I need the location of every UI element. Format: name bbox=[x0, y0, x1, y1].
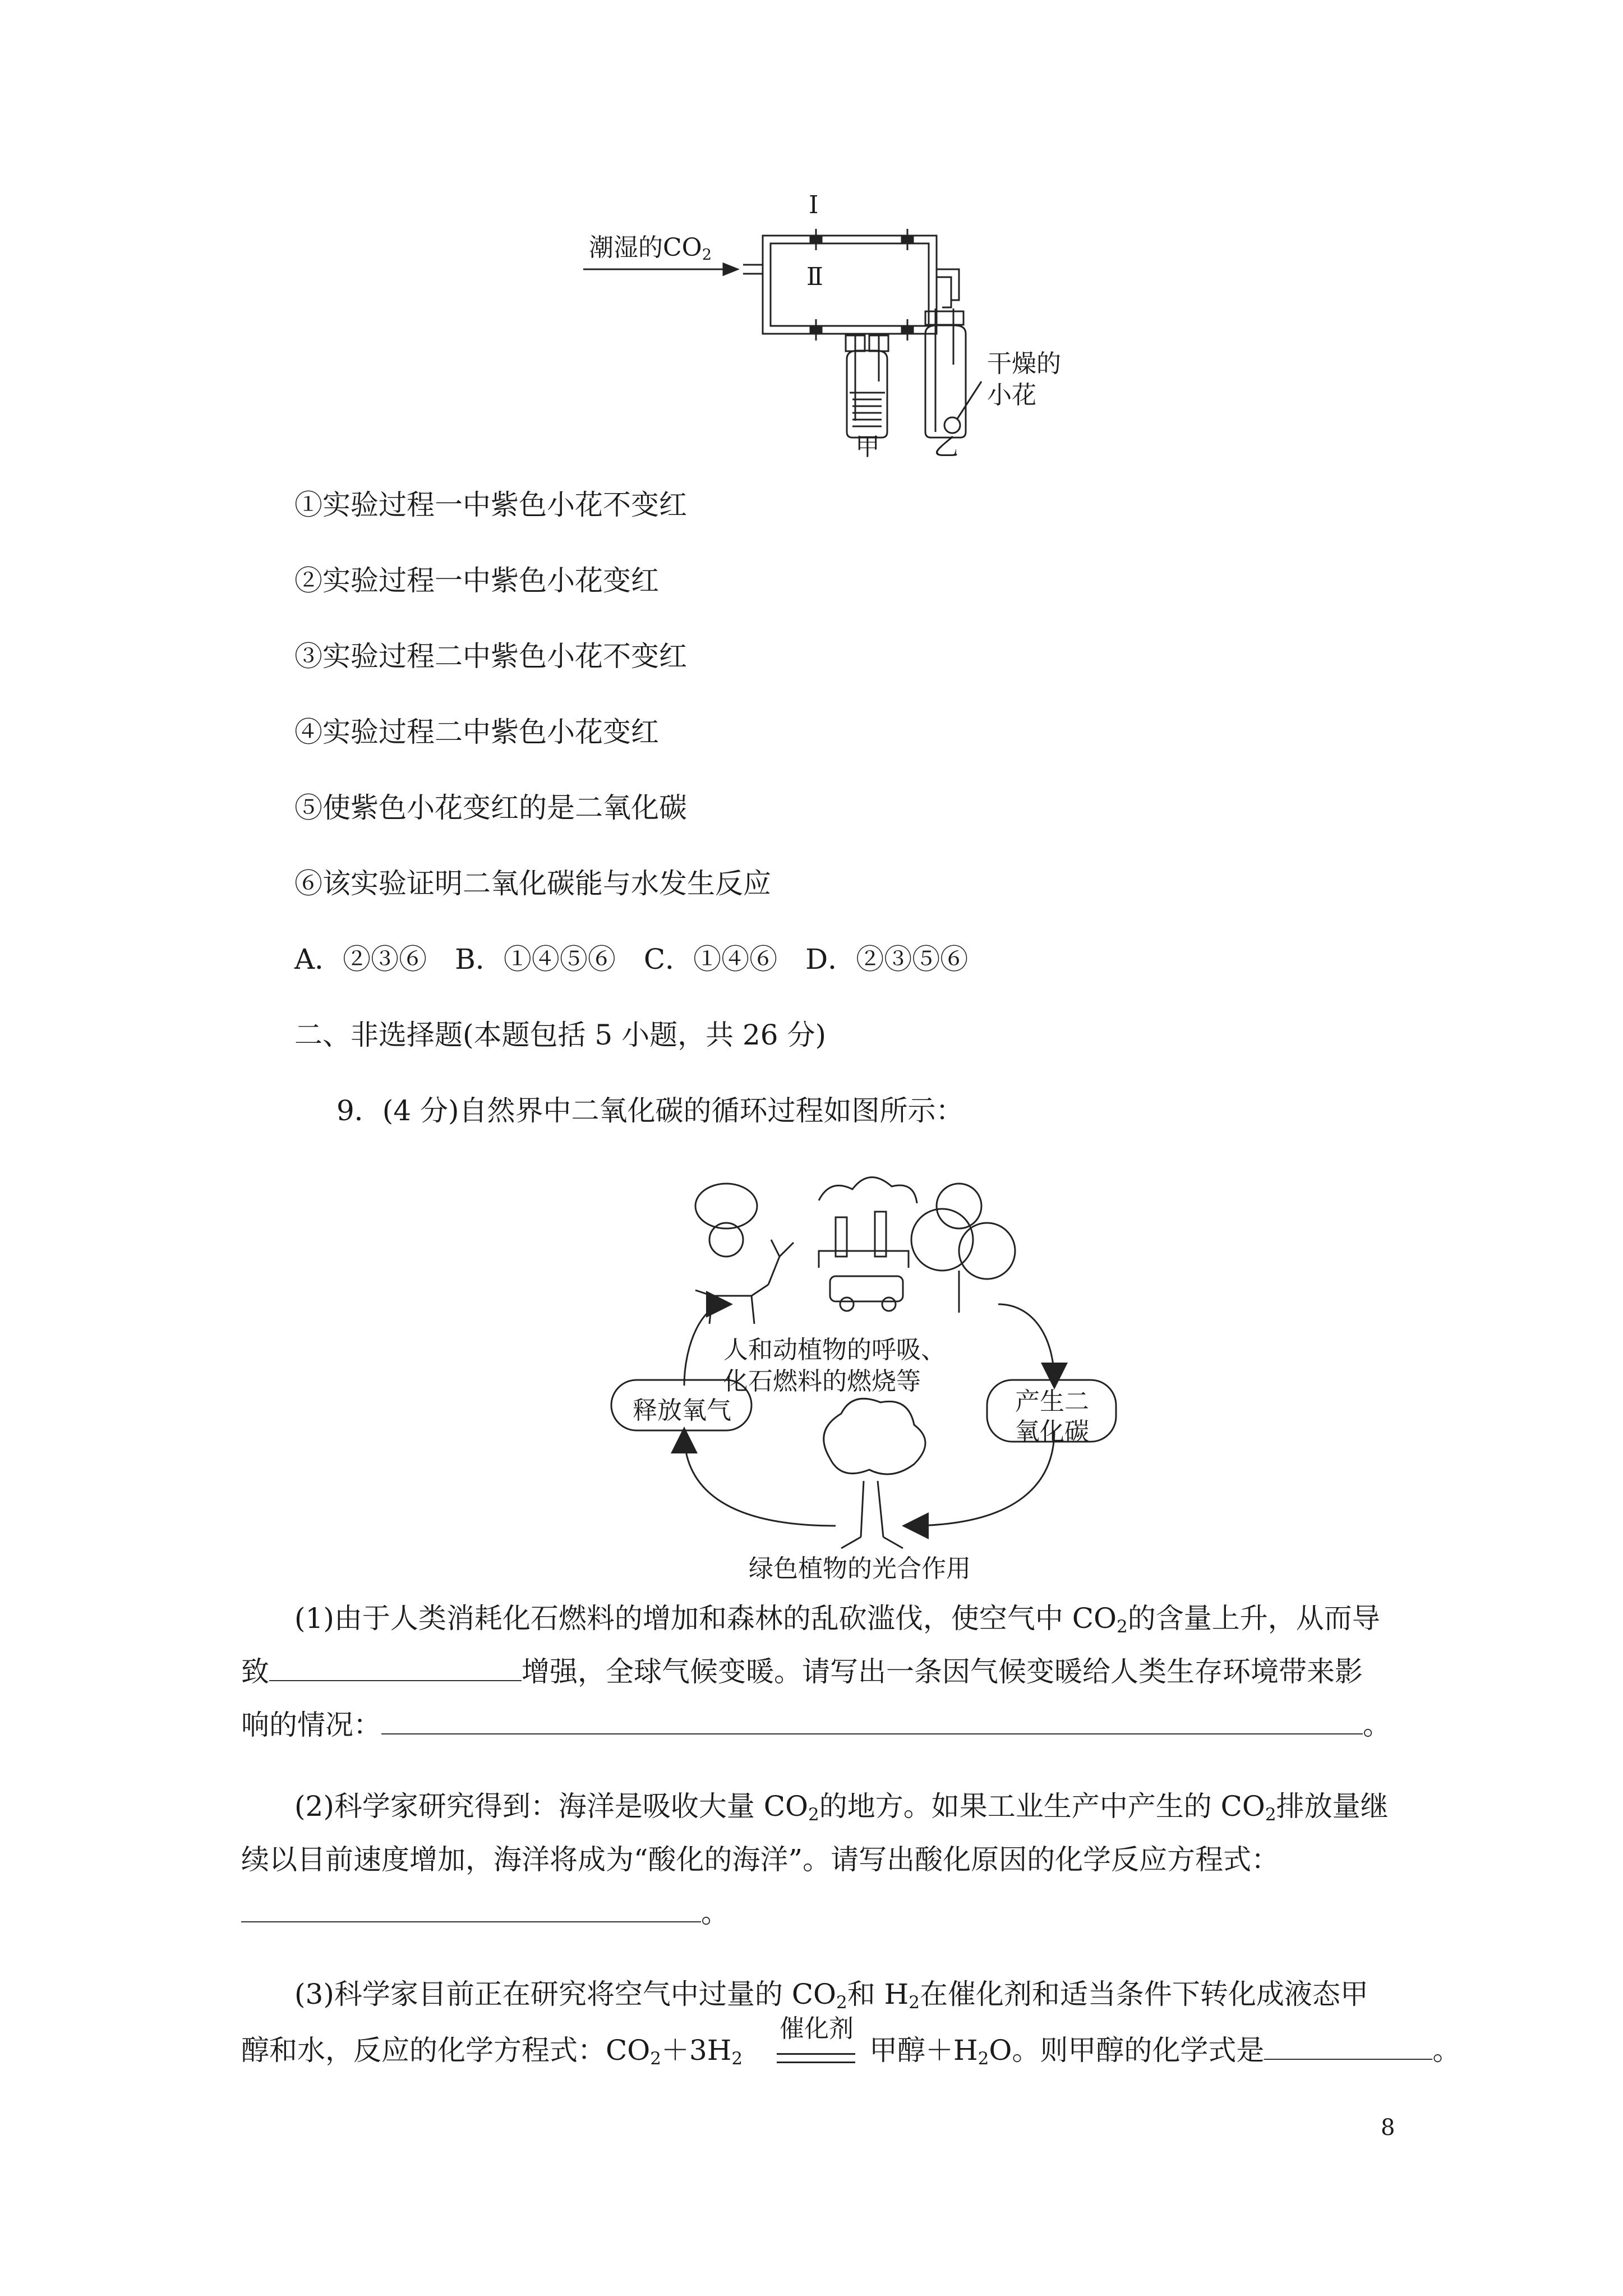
flower-label-line1: 干燥的 bbox=[987, 349, 1061, 378]
bottle-a bbox=[846, 334, 888, 438]
q2-line3: 。 bbox=[241, 1896, 729, 1930]
arrow-right-down bbox=[998, 1304, 1054, 1383]
q2-line2: 续以目前速度增加，海洋将成为“酸化的海洋”。请写出酸化原因的化学反应方程式： bbox=[241, 1843, 1280, 1876]
statement-4: ④实验过程二中紫色小花变红 bbox=[294, 716, 659, 748]
people-animals-illustration bbox=[695, 1184, 794, 1324]
page-number: 8 bbox=[1381, 2115, 1395, 2141]
tube-frame-inner bbox=[771, 243, 929, 326]
q2-line1: (2)科学家研究得到：海洋是吸收大量 $CO_2$的地方。如果工业生产中产生的 $CO_2$排放量继 bbox=[294, 1790, 1389, 1825]
q1-blank-2[interactable] bbox=[381, 1709, 1363, 1734]
valve-lower-1 bbox=[810, 319, 822, 341]
cycle-left-box: 释放氧气 bbox=[633, 1396, 731, 1425]
q3-line2-left: 醇和水，反应的化学方程式：$CO_2+3H_2$ bbox=[241, 2034, 743, 2069]
trees-illustration bbox=[911, 1184, 1015, 1313]
arrow-left-up-bottom bbox=[684, 1433, 836, 1526]
q1-line3: 响的情况： 。 bbox=[241, 1709, 1391, 1741]
reaction-equals-sign bbox=[777, 2053, 855, 2063]
cycle-top-text-line1: 人和动植物的呼吸、 bbox=[723, 1336, 946, 1364]
carbon-cycle-figure bbox=[572, 1167, 1166, 1583]
statement-5: ⑤使紫色小花变红的是二氧化碳 bbox=[294, 792, 687, 824]
q3-line1: (3)科学家目前正在研究将空气中过量的 $CO_2$和 $H_2$在催化剂和适当条件下转化成液态甲 bbox=[294, 1978, 1368, 2013]
bottle-b-label: 乙 bbox=[934, 432, 958, 461]
factory-car-illustration bbox=[819, 1177, 917, 1311]
input-label: 潮湿的$CO_2$ bbox=[589, 233, 712, 264]
statement-3: ③实验过程二中紫色小花不变红 bbox=[294, 640, 687, 673]
q1-line2: 致 增强，全球气候变暖。请写出一条因气候变暖给人类生存环境带来影 bbox=[241, 1655, 1363, 1688]
statement-2: ②实验过程一中紫色小花变红 bbox=[294, 564, 659, 597]
q3-blank[interactable] bbox=[1264, 2034, 1432, 2060]
tube-frame-outer bbox=[763, 236, 937, 334]
q1-blank-1[interactable] bbox=[269, 1655, 522, 1681]
bottle-b bbox=[925, 309, 981, 438]
bottle-a-label: 甲 bbox=[855, 432, 880, 461]
apparatus-figure bbox=[555, 191, 1150, 466]
catalyst-label: 催化剂 bbox=[780, 2014, 854, 2043]
section-heading: 二、非选择题(本题包括 5 小题，共 26 分) bbox=[294, 1019, 827, 1051]
cycle-top-text-line2: 化石燃料的燃烧等 bbox=[723, 1367, 921, 1396]
valve-upper-1 bbox=[810, 229, 822, 250]
statement-6: ⑥该实验证明二氧化碳能与水发生反应 bbox=[294, 867, 771, 900]
q2-blank[interactable] bbox=[241, 1897, 701, 1922]
valve-label-lower: Ⅱ bbox=[806, 263, 823, 291]
valve-label-upper: Ⅰ bbox=[809, 191, 819, 219]
input-arrow-head bbox=[723, 264, 737, 275]
statement-1: ①实验过程一中紫色小花不变红 bbox=[294, 489, 687, 521]
q1-line1: (1)由于人类消耗化石燃料的增加和森林的乱砍滥伐，使空气中 $CO_2$的含量上升，从而导 bbox=[294, 1602, 1380, 1637]
answer-options: A．②③⑥ B．①④⑤⑥ C．①④⑥ D．②③⑤⑥ bbox=[294, 943, 969, 976]
cycle-bottom-caption: 绿色植物的光合作用 bbox=[749, 1554, 971, 1583]
valve-upper-2 bbox=[902, 229, 913, 250]
q3-line2-right: 甲醇$+H_2O$。则甲醇的化学式是 。 bbox=[869, 2034, 1461, 2069]
valve-lower-2 bbox=[902, 319, 913, 341]
q9-stem: 9．(4 分)自然界中二氧化碳的循环过程如图所示： bbox=[336, 1094, 964, 1127]
arrow-left-up bbox=[684, 1304, 726, 1386]
cycle-right-box-line2: 氧化碳 bbox=[1015, 1418, 1089, 1446]
cycle-right-box-line1: 产生二 bbox=[1015, 1387, 1089, 1416]
flower-label-line2: 小花 bbox=[987, 381, 1036, 409]
